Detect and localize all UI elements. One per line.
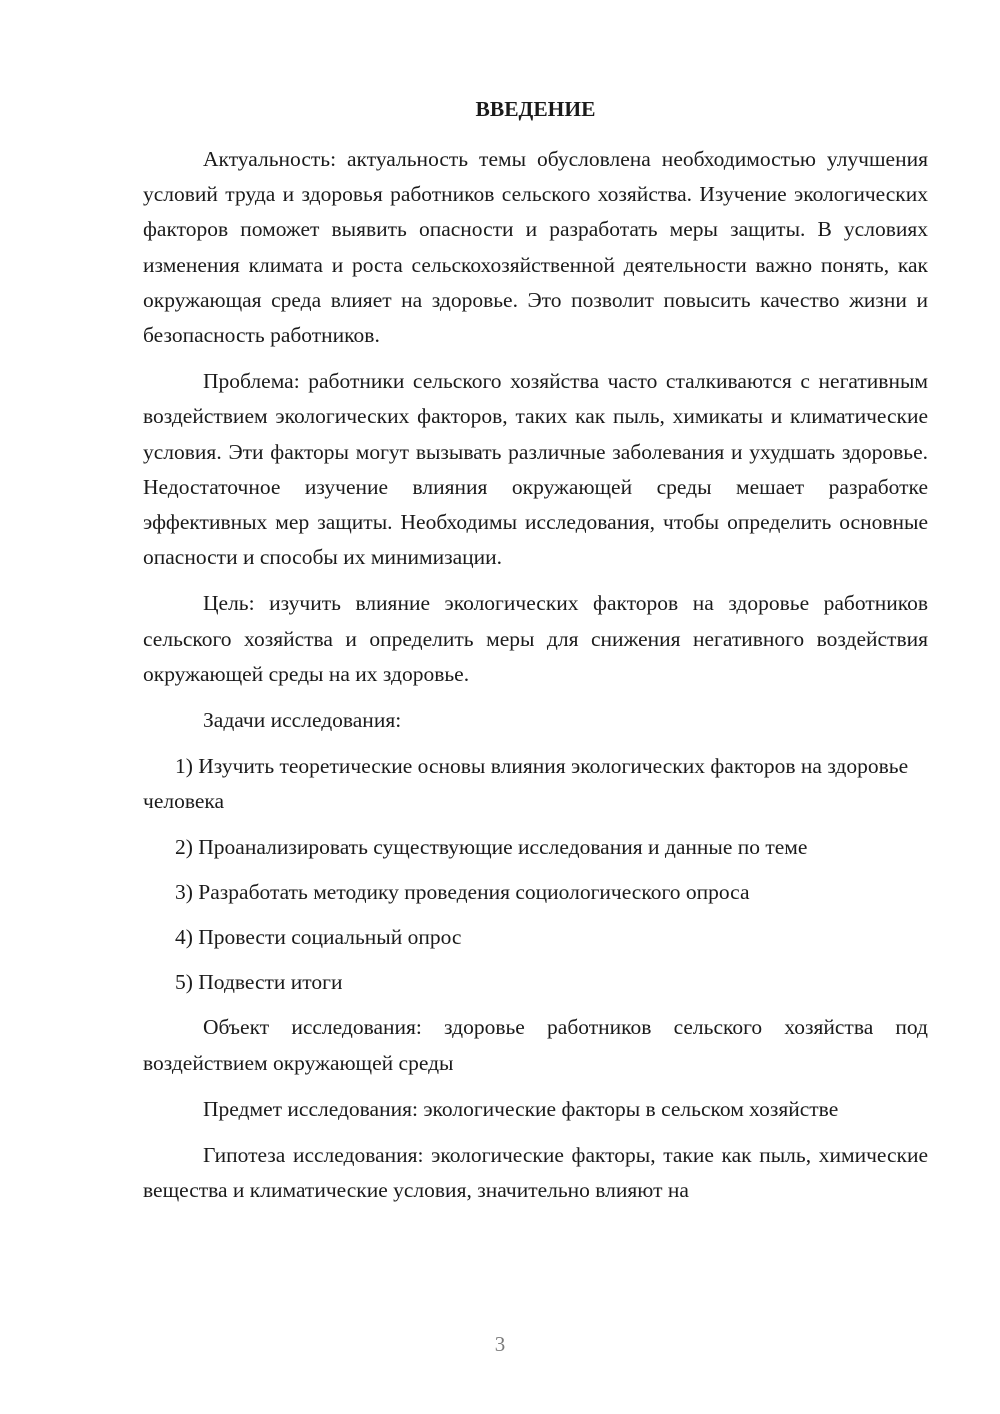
page-number: 3 [494,1332,506,1356]
tasks-list [143,749,928,1000]
task-item-5: 5) Подвести итоги [175,970,343,995]
subject-paragraph: Предмет исследования: экологические факторы в сельском хозяйстве [203,1096,839,1121]
task-item-2: 2) Проанализировать существующие исследования и данные по теме [175,834,808,859]
page-title: ВВЕДЕНИЕ [475,97,596,121]
relevance-paragraph: Актуальность: актуальность темы обусловлена необходимостью улучшения условий труда и здоровья работников сельского хозяйства. Изучение экологических факторов поможет выявить опасности и разработать меры защиты. В условиях изменения климата и роста сельскохозяйственной деятельности важно понять, как окружающая среда влияет на здоровье. Это позволит повысить качество жизни и безопасность работников. [143,147,928,348]
hypothesis-paragraph: Гипотеза исследования: экологические факторы, такие как пыль, химические вещества и климатические условия, значительно влияют на [143,1143,928,1203]
tasks-heading: Задачи исследования: [203,708,402,733]
task-item-1: 1) Изучить теоретические основы влияния экологических факторов на здоровье человека [143,754,909,814]
problem-paragraph: Проблема: работники сельского хозяйства часто сталкиваются с негативным воздействием экологических факторов, таких как пыль, химикаты и климатические условия. Эти факторы могут вызывать различные заболевания и ухудшать здоровье. Недостаточное изучение влияния окружающей среды мешает разработке эффективных мер защиты. Необходимы исследования, чтобы определить основные опасности и способы их минимизации. [143,369,928,570]
goal-paragraph: Цель: изучить влияние экологических факторов на здоровье работников сельского хозяйства и определить меры для снижения негативного воздействия окружающей среды на их здоровье. [143,591,928,686]
object-paragraph: Объект исследования: здоровье работников сельского хозяйства под воздействием окружающей среды [143,1015,928,1075]
task-item-4: 4) Провести социальный опрос [175,925,462,950]
document-page [143,92,928,1219]
task-item-3: 3) Разработать методику проведения социологического опроса [175,879,750,904]
